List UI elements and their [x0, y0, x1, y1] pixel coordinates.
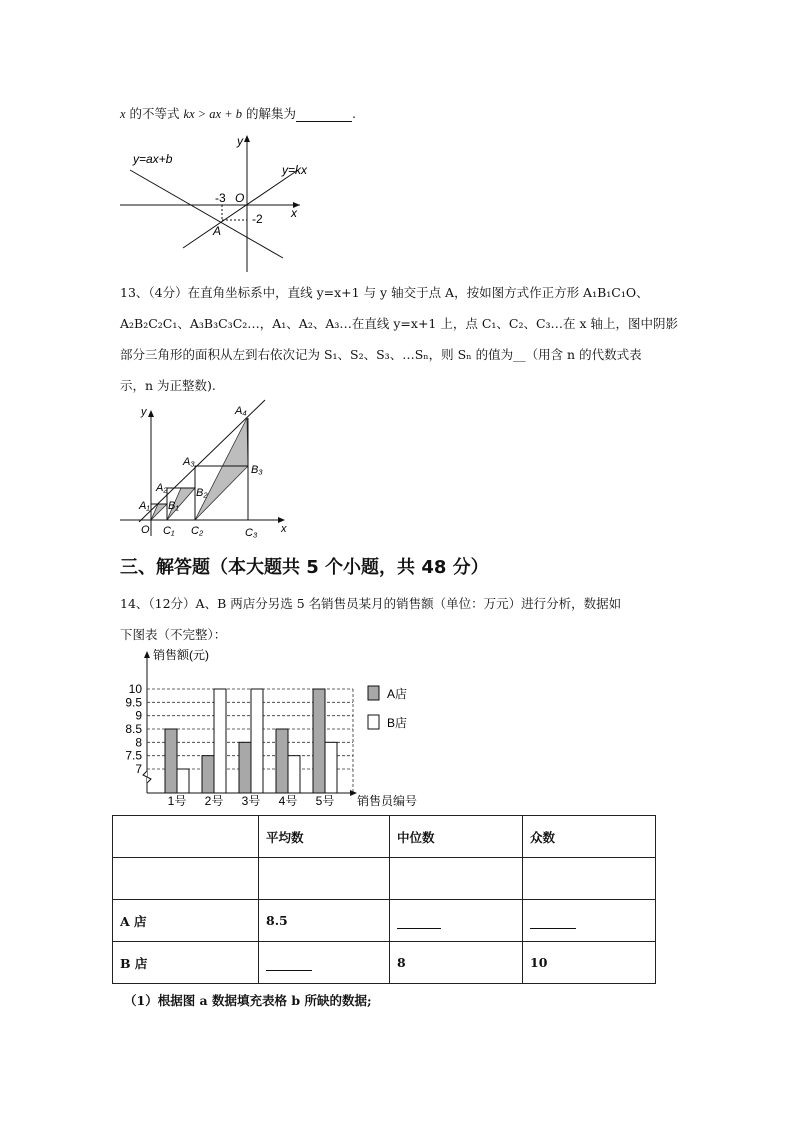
stats-table: [112, 815, 656, 984]
table-cell: [523, 858, 656, 900]
legend-label-a: A店: [387, 687, 408, 701]
q13-graph: [115, 398, 295, 540]
a-mode-blank: [530, 913, 576, 929]
y-tick-label: 8: [135, 735, 142, 750]
q13-label-a1: A₁: [139, 500, 150, 512]
q12-answer-blank: [296, 106, 352, 122]
q13-shade-s3: [195, 418, 248, 520]
q14-line-1: 14、（12分）A、B 两店分另选 5 名销售员某月的销售额（单位：万元）进行分析，数据如: [120, 596, 622, 611]
q12-origin: O: [235, 191, 245, 205]
q12-y-tick: -2: [252, 212, 263, 226]
bar-b-3: [251, 689, 263, 793]
q13-line-4: 示，n 为正整数).: [120, 378, 216, 393]
q12-y-arrow-icon: [244, 135, 250, 142]
bar-b-4: [288, 756, 300, 793]
section-title: 三、解答题（本大题共 5 个小题，共 48 分）: [120, 557, 489, 578]
q12-text1: 的不等式: [125, 106, 184, 121]
y-tick-label: 8.5: [125, 722, 142, 736]
y-tick-label: 9: [135, 708, 142, 723]
q13-shade-s1: [151, 504, 167, 520]
b-mean-blank: [266, 955, 312, 971]
table-cell-b-mode: 10: [523, 942, 656, 984]
table-cell: [390, 858, 523, 900]
q12-graph: [115, 130, 315, 275]
q13-y-label: y: [141, 406, 147, 418]
table-cell-a-mode: [523, 900, 656, 942]
q14-line-2: 下图表（不完整）：: [120, 627, 227, 642]
q12-line: [120, 104, 356, 122]
bar-a-5: [313, 689, 325, 793]
table-cell-store-a: A 店: [113, 900, 259, 942]
table-row-b: [113, 942, 656, 984]
q12-inequality: kx > ax + b: [183, 107, 243, 121]
y-tick-label: 9.5: [125, 695, 142, 710]
table-cell-store-b: B 店: [113, 942, 259, 984]
table-cell: [259, 858, 390, 900]
q13-label-c1: C₁: [163, 525, 175, 537]
q13-label-a2: A₂: [156, 482, 168, 494]
bar-a-3: [239, 742, 251, 793]
bar-b-2: [214, 689, 226, 793]
q13-origin: O: [141, 524, 150, 536]
table-header-cell: [113, 816, 259, 858]
q12-end: .: [352, 106, 356, 121]
q13-y-arrow-icon: [148, 410, 154, 417]
q13-x-label: x: [281, 523, 287, 535]
q13-label-a3: A₃: [183, 456, 195, 468]
bar-a-4: [276, 729, 288, 793]
table-header-mean: 平均数: [259, 816, 390, 858]
table-cell-b-median: 8: [390, 942, 523, 984]
q13-label-c2: C₂: [191, 525, 204, 537]
q13-line-3: 部分三角形的面积从左到右依次记为 S₁、S₂、S₃、…Sₙ，则 Sₙ 的值为__（用含 n 的代数式表: [120, 347, 642, 362]
x-tick-label: 4号: [278, 794, 298, 808]
sales-bar-chart: [125, 645, 445, 813]
table-cell-a-mean: 8.5: [259, 900, 390, 942]
q12-label-line1: y=ax+b: [133, 152, 173, 166]
table-header-median: 中位数: [390, 816, 523, 858]
table-cell-b-mean: [259, 942, 390, 984]
table-row-a: [113, 900, 656, 942]
chart-x-label: 销售员编号: [357, 794, 418, 808]
legend-swatch-b: [368, 715, 379, 729]
bar-b-5: [325, 742, 337, 793]
q13-line-1: 13、（4分）在直角坐标系中，直线 y=x+1 与 y 轴交于点 A，按如图方式作正方形 A₁B₁C₁O、: [120, 285, 649, 300]
q13-line-2: A₂B₂C₂C₁、A₃B₃C₃C₂…，A₁、A₂、A₃…在直线 y=x+1 上，点 C₁、C₂、C₃…在 x 轴上，图中阴影: [120, 316, 679, 331]
q13-label-b1: B₁: [168, 500, 179, 512]
x-tick-label: 2号: [204, 794, 224, 808]
x-tick-label: 5号: [315, 794, 335, 808]
q12-x-label: x: [291, 206, 297, 220]
table-header-mode: 众数: [523, 816, 656, 858]
y-tick-label: 7.5: [125, 748, 142, 763]
bar-a-2: [202, 756, 214, 793]
table-header-row: [113, 816, 656, 858]
q13-label-c3: C₃: [245, 527, 258, 539]
chart-axis-break-icon: [143, 771, 151, 783]
q13-label-a4: A₄: [235, 405, 247, 417]
table-row-empty: [113, 858, 656, 900]
q12-var: x: [120, 107, 126, 121]
legend-label-b: B店: [387, 716, 408, 730]
x-tick-label: 1号: [167, 794, 187, 808]
q12-line-kx: [183, 170, 298, 248]
chart-y-label: 销售额(元): [153, 648, 209, 662]
x-tick-label: 3号: [241, 794, 261, 808]
y-tick-label: 10: [128, 682, 142, 696]
legend-swatch-a: [368, 686, 379, 700]
q12-label-line2: y=kx: [282, 163, 308, 177]
y-tick-label: 7: [135, 762, 142, 776]
table-cell: [113, 858, 259, 900]
bar-b-1: [177, 769, 189, 793]
bar-a-1: [165, 729, 177, 793]
q13-label-b3: B₃: [251, 464, 263, 476]
q13-label-b2: B₂: [196, 487, 208, 499]
a-median-blank: [397, 913, 441, 929]
table-cell-a-median: [390, 900, 523, 942]
q12-text2: 的解集为: [242, 106, 297, 121]
chart-y-arrow-icon: [144, 651, 150, 658]
q12-y-label: y: [237, 134, 243, 148]
q12-point-a: A: [213, 224, 222, 238]
q12-x-tick: -3: [215, 191, 226, 205]
q14-sub-1: （1）根据图 a 数据填充表格 b 所缺的数据;: [124, 993, 372, 1008]
chart-x-arrow-icon: [350, 790, 357, 796]
